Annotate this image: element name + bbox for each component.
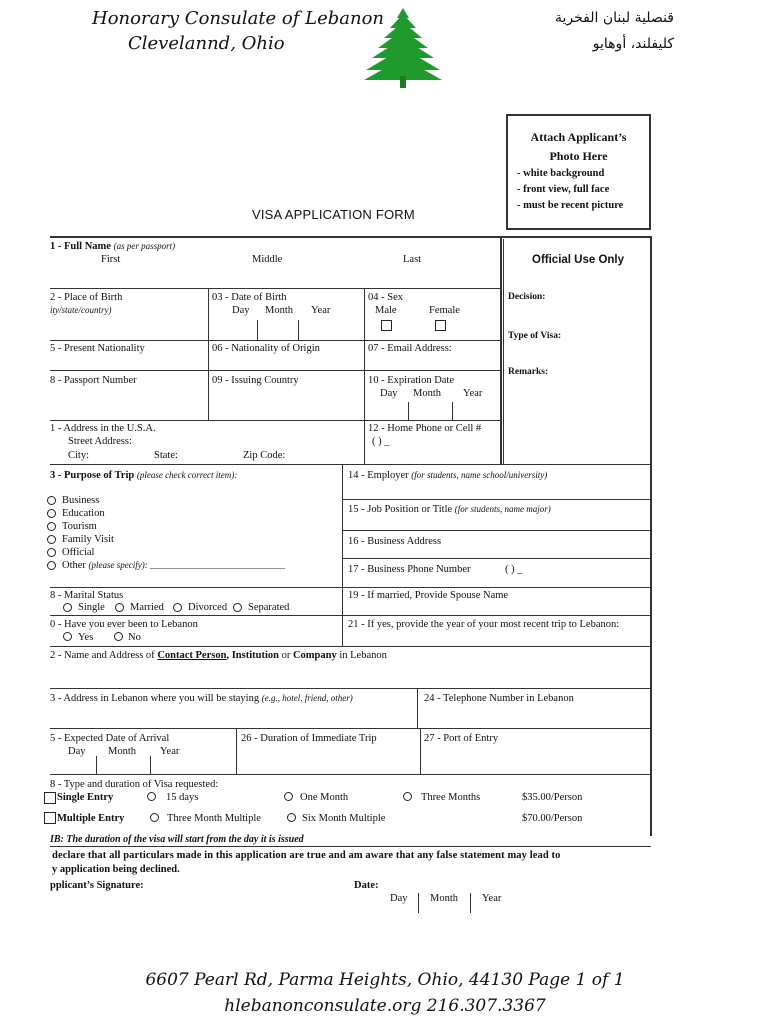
nationality-origin-label: 06 - Nationality of Origin (212, 343, 320, 354)
exp-year-label: Year (463, 388, 483, 399)
marital-label-separated: Separated (248, 602, 290, 613)
signature-label: pplicant’s Signature: (50, 880, 144, 891)
lebanon-address-label: 3 - Address in Lebanon where you will be staying (e.g., hotel, friend, other) (50, 693, 353, 704)
business-phone-field[interactable]: ( ) _ (505, 564, 523, 575)
place-of-birth-note: ity/state/country) (50, 305, 112, 315)
cedar-tree-logo (362, 6, 444, 90)
purpose-of-trip-label: 3 - Purpose of Trip (please check correct item): (50, 470, 238, 481)
multi-six-month-label: Six Month Multiple (302, 813, 386, 824)
official-visa-type-label: Type of Visa: (508, 331, 562, 341)
passport-number-label: 8 - Passport Number (50, 375, 137, 386)
business-phone-label: 17 - Business Phone Number (348, 564, 471, 575)
job-position-label: 15 - Job Position or Title (for students, name major) (348, 504, 551, 515)
multi-three-month-radio[interactable] (150, 813, 159, 822)
email-label: 07 - Email Address: (368, 343, 452, 354)
sex-label: 04 - Sex (368, 292, 403, 303)
visa-duration-note: IB: The duration of the visa will start from the day it is issued (50, 834, 304, 845)
date-day-label: Day (390, 893, 408, 904)
expiration-date-label: 10 - Expiration Date (368, 375, 455, 386)
street-address-label: Street Address: (68, 436, 132, 447)
purpose-radio-tourism[interactable] (47, 522, 56, 531)
dob-month-label: Month (265, 305, 294, 316)
full-name-first-label: First (101, 254, 121, 265)
marital-label-divorced: Divorced (188, 602, 228, 613)
single-entry-label: Single Entry (57, 792, 114, 803)
date-year-label: Year (482, 893, 502, 904)
business-address-label: 16 - Business Address (348, 536, 442, 547)
purpose-other-label: Other (please specify): ______________________________ (62, 560, 286, 571)
single-15-days-label: 15 days (166, 792, 199, 803)
purpose-radio-family-visit[interactable] (47, 535, 56, 544)
photo-requirement-3: - must be recent picture (517, 200, 624, 211)
purpose-label-tourism: Tourism (62, 521, 97, 532)
official-remarks-label: Remarks: (508, 367, 549, 377)
photo-requirement-1: - white background (517, 168, 605, 179)
dob-day-label: Day (232, 305, 250, 316)
single-three-months-radio[interactable] (403, 792, 412, 801)
purpose-radio-business[interactable] (47, 496, 56, 505)
purpose-radio-education[interactable] (47, 509, 56, 518)
been-to-lebanon-no-radio[interactable] (114, 632, 123, 641)
purpose-other-radio[interactable] (47, 561, 56, 570)
issuing-country-label: 09 - Issuing Country (212, 375, 299, 386)
consulate-city-en: Clevelannd, Ohio (128, 33, 285, 54)
state-label: State: (154, 450, 178, 461)
date-of-birth-label: 03 - Date of Birth (212, 292, 287, 303)
full-name-input[interactable] (50, 268, 498, 288)
form-title: VISA APPLICATION FORM (252, 207, 415, 222)
consulate-name-en: Honorary Consulate of Lebanon (92, 8, 385, 29)
full-name-last-label: Last (403, 254, 422, 265)
trip-duration-label: 26 - Duration of Immediate Trip (241, 733, 377, 744)
official-use-title: Official Use Only (532, 254, 625, 266)
photo-requirement-2: - front view, full face (517, 184, 610, 195)
dob-year-label: Year (311, 305, 331, 316)
home-phone-field[interactable]: ( ) _ (372, 436, 390, 447)
footer-contact: hlebanonconsulate.org 216.307.3367 (224, 996, 546, 1016)
been-to-lebanon-yes-label: Yes (78, 632, 94, 643)
port-of-entry-label: 27 - Port of Entry (424, 733, 499, 744)
multi-six-month-radio[interactable] (287, 813, 296, 822)
declaration-line-1: declare that all particulars made in this application are true and am aware that any false statement may lead to (52, 850, 561, 861)
arrival-date-label: 5 - Expected Date of Arrival (50, 733, 170, 744)
official-decision-label: Decision: (508, 292, 546, 302)
date-label: Date: (354, 880, 379, 891)
sex-female-label: Female (429, 305, 460, 316)
photo-box-title-2: Photo Here (549, 149, 608, 163)
city-label: City: (68, 450, 90, 461)
single-entry-price: $35.00/Person (522, 792, 583, 803)
been-to-lebanon-yes-radio[interactable] (63, 632, 72, 641)
single-one-month-radio[interactable] (284, 792, 293, 801)
recent-trip-year-label: 21 - If yes, provide the year of your most recent trip to Lebanon: (348, 619, 620, 630)
place-of-birth-label: 2 - Place of Birth (50, 292, 123, 303)
lebanon-phone-label: 24 - Telephone Number in Lebanon (424, 693, 574, 704)
multi-three-month-label: Three Month Multiple (167, 813, 261, 824)
sex-female-checkbox[interactable] (435, 320, 446, 331)
arrival-month-label: Month (108, 746, 137, 757)
purpose-label-official: Official (62, 547, 95, 558)
single-one-month-label: One Month (300, 792, 349, 803)
consulate-name-ar: قنصلية لبنان الفخرية (555, 10, 674, 26)
signature-field[interactable] (160, 876, 340, 896)
contact-person-label: 2 - Name and Address of Contact Person, Institution or Company in Lebanon (50, 650, 387, 661)
single-15-days-radio[interactable] (147, 792, 156, 801)
exp-month-label: Month (413, 388, 442, 399)
been-to-lebanon-no-label: No (128, 632, 141, 643)
zip-code-label: Zip Code: (243, 450, 286, 461)
us-address-label: 1 - Address in the U.S.A. (50, 423, 156, 434)
sex-male-checkbox[interactable] (381, 320, 392, 331)
home-phone-label: 12 - Home Phone or Cell # (368, 423, 482, 434)
arrival-year-label: Year (160, 746, 180, 757)
declaration-line-2: y application being declined. (52, 864, 180, 875)
date-month-label: Month (430, 893, 459, 904)
purpose-radio-official[interactable] (47, 548, 56, 557)
full-name-middle-label: Middle (252, 254, 283, 265)
marital-radio-separated[interactable] (233, 603, 242, 612)
single-three-months-label: Three Months (421, 792, 481, 803)
exp-day-label: Day (380, 388, 398, 399)
visa-type-label: 8 - Type and duration of Visa requested: (50, 779, 219, 790)
multiple-entry-label: Multiple Entry (57, 813, 125, 824)
consulate-city-ar: كليفلند، أوهايو (592, 36, 674, 52)
purpose-label-business: Business (62, 495, 100, 506)
photo-box-title-1: Attach Applicant’s (530, 130, 627, 144)
footer-address: 6607 Pearl Rd, Parma Heights, Ohio, 44130 Page 1 of 1 (145, 970, 625, 990)
photo-attach-box (506, 114, 651, 230)
marital-label-married: Married (130, 602, 164, 613)
sex-male-label: Male (375, 305, 397, 316)
multiple-entry-price: $70.00/Person (522, 813, 583, 824)
marital-radio-single[interactable] (63, 603, 72, 612)
employer-label: 14 - Employer (for students, name school/university) (348, 470, 548, 481)
marital-label-single: Single (78, 602, 105, 613)
present-nationality-label: 5 - Present Nationality (50, 343, 145, 354)
marital-radio-married[interactable] (115, 603, 124, 612)
spouse-name-label: 19 - If married, Provide Spouse Name (348, 590, 509, 601)
been-to-lebanon-label: 0 - Have you ever been to Lebanon (50, 619, 198, 630)
marital-radio-divorced[interactable] (173, 603, 182, 612)
single-entry-checkbox[interactable] (44, 792, 56, 804)
contact-person-input[interactable] (50, 664, 648, 688)
multiple-entry-checkbox[interactable] (44, 812, 56, 824)
arrival-day-label: Day (68, 746, 86, 757)
full-name-label: 1 - Full Name (as per passport) (50, 241, 176, 252)
marital-status-label: 8 - Marital Status (50, 590, 124, 601)
purpose-label-education: Education (62, 508, 105, 519)
purpose-label-family-visit: Family Visit (62, 534, 114, 545)
